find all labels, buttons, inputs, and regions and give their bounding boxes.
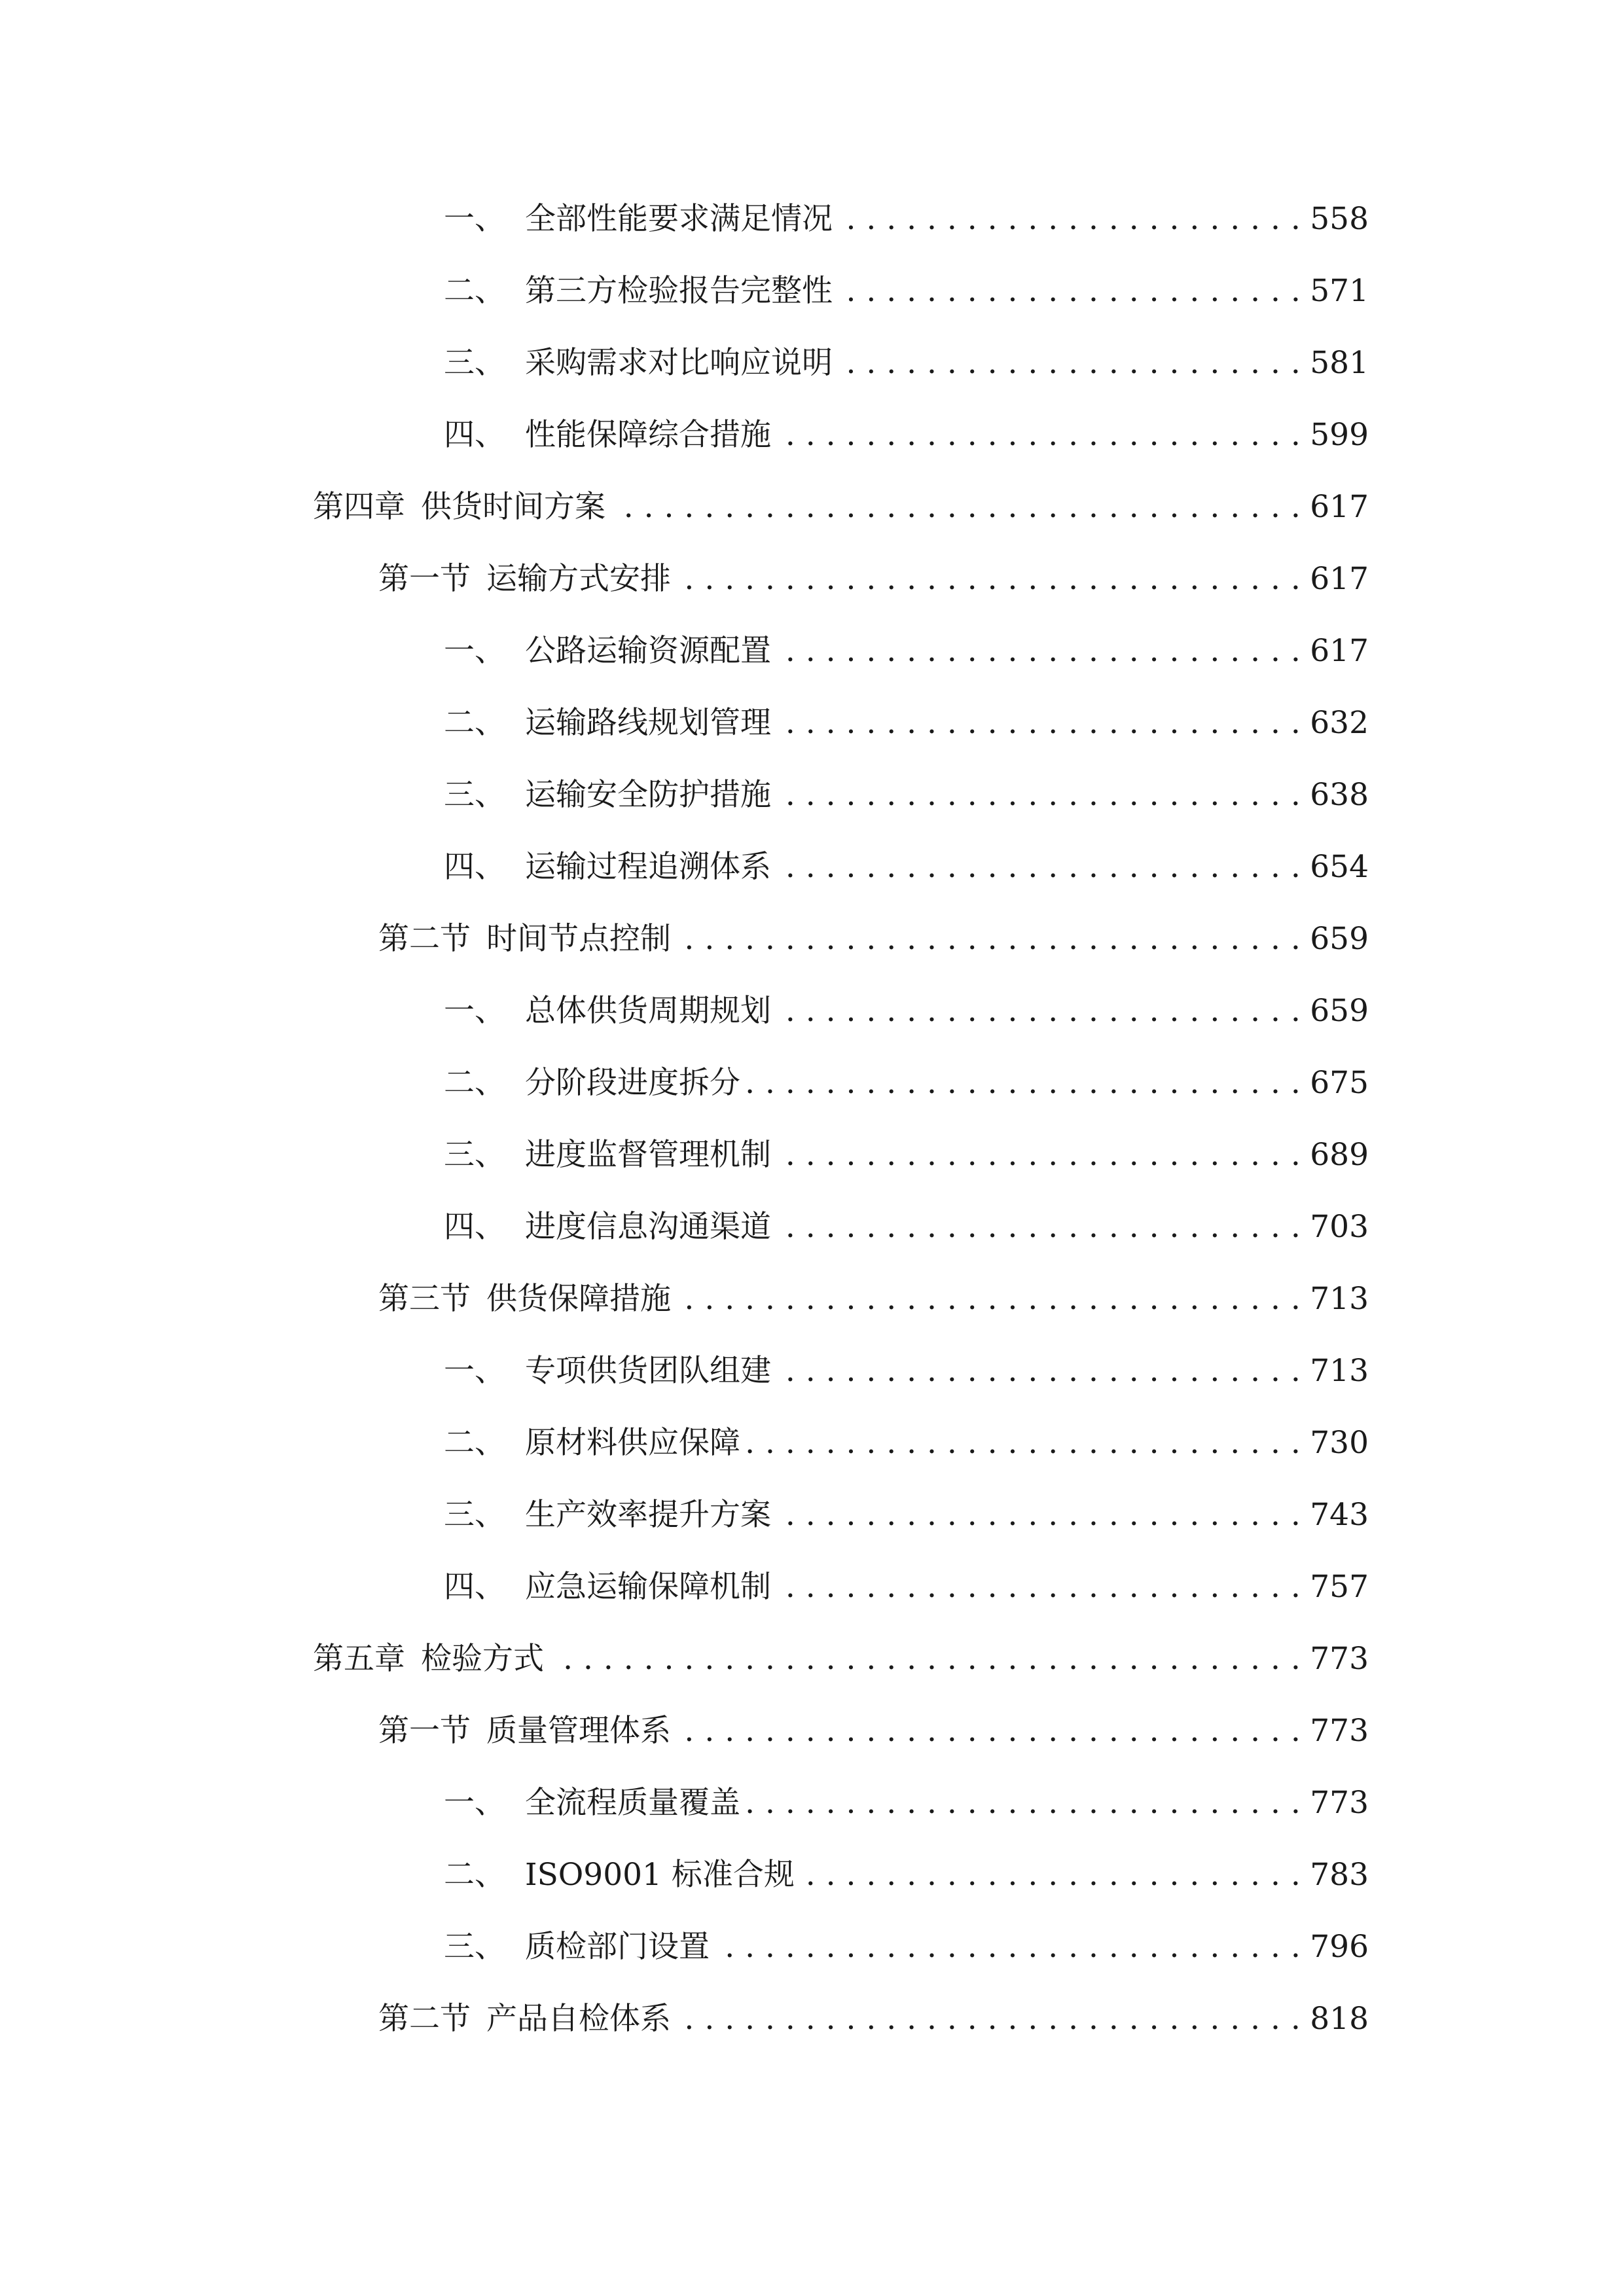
entry-number: 第一节 bbox=[378, 1713, 471, 1749]
toc-entry[interactable] bbox=[444, 700, 1369, 746]
toc-entry[interactable] bbox=[444, 1924, 1369, 1970]
entry-number: 三、 bbox=[444, 1929, 505, 1965]
entry-page-number: 730 bbox=[1310, 1425, 1369, 1461]
toc-entry[interactable] bbox=[444, 772, 1369, 818]
dot-leader bbox=[612, 484, 1301, 530]
entry-title: 第三方检验报告完整性 bbox=[525, 273, 833, 309]
entry-page-number: 617 bbox=[1310, 633, 1369, 669]
toc-entry[interactable] bbox=[444, 340, 1369, 386]
entry-page-number: 659 bbox=[1310, 921, 1369, 957]
entry-title: 运输方式安排 bbox=[486, 561, 671, 597]
toc-entry[interactable] bbox=[444, 628, 1369, 674]
dot-leader bbox=[778, 700, 1301, 746]
toc-entry[interactable] bbox=[444, 1492, 1369, 1538]
entry-page-number: 796 bbox=[1310, 1929, 1369, 1965]
entry-number: 二、 bbox=[444, 273, 505, 309]
entry-title: 质量管理体系 bbox=[486, 1713, 671, 1749]
entry-page-number: 571 bbox=[1310, 273, 1369, 309]
dot-leader bbox=[778, 772, 1301, 818]
toc-entry[interactable] bbox=[444, 1132, 1369, 1178]
dot-leader bbox=[677, 1996, 1301, 2042]
entry-number: 三、 bbox=[444, 1497, 505, 1533]
entry-title: 应急运输保障机制 bbox=[525, 1569, 771, 1605]
dot-leader bbox=[550, 1636, 1301, 1682]
dot-leader bbox=[778, 1564, 1301, 1610]
dot-leader bbox=[677, 1708, 1301, 1754]
dot-leader bbox=[778, 1204, 1301, 1250]
entry-title: 原材料供应保障 bbox=[525, 1425, 740, 1461]
dot-leader bbox=[677, 1276, 1301, 1322]
entry-title: 采购需求对比响应说明 bbox=[525, 345, 833, 381]
entry-number: 第二节 bbox=[378, 921, 471, 957]
entry-page-number: 654 bbox=[1310, 849, 1369, 885]
toc-entry-section[interactable] bbox=[378, 916, 1369, 962]
entry-page-number: 713 bbox=[1310, 1353, 1369, 1389]
toc-entry[interactable] bbox=[444, 988, 1369, 1034]
dot-leader bbox=[677, 916, 1301, 962]
toc-entry[interactable] bbox=[444, 1564, 1369, 1610]
entry-title: 生产效率提升方案 bbox=[525, 1497, 771, 1533]
entry-title: 公路运输资源配置 bbox=[525, 633, 771, 669]
dot-leader bbox=[778, 1348, 1301, 1394]
entry-title: 供货时间方案 bbox=[421, 489, 605, 525]
entry-title: 全流程质量覆盖 bbox=[525, 1785, 740, 1821]
entry-page-number: 713 bbox=[1310, 1281, 1369, 1317]
entry-number: 四、 bbox=[444, 1569, 505, 1605]
entry-title: ISO9001 标准合规 bbox=[525, 1857, 795, 1893]
entry-title: 分阶段进度拆分 bbox=[525, 1065, 740, 1101]
entry-number: 三、 bbox=[444, 1137, 505, 1173]
toc-entry[interactable] bbox=[444, 1852, 1369, 1898]
entry-page-number: 675 bbox=[1310, 1065, 1369, 1101]
entry-page-number: 773 bbox=[1310, 1785, 1369, 1821]
entry-title: 专项供货团队组建 bbox=[525, 1353, 771, 1389]
toc-entry[interactable] bbox=[444, 844, 1369, 890]
entry-title: 运输安全防护措施 bbox=[525, 777, 771, 813]
dot-leader bbox=[839, 196, 1301, 242]
entry-title: 全部性能要求满足情况 bbox=[525, 201, 833, 237]
entry-number: 二、 bbox=[444, 705, 505, 741]
entry-page-number: 703 bbox=[1310, 1209, 1369, 1245]
dot-leader bbox=[747, 1420, 1301, 1466]
entry-number: 第四章 bbox=[313, 489, 405, 525]
entry-number: 三、 bbox=[444, 777, 505, 813]
dot-leader bbox=[839, 340, 1301, 386]
dot-leader bbox=[677, 556, 1301, 602]
entry-title: 进度监督管理机制 bbox=[525, 1137, 771, 1173]
dot-leader bbox=[778, 844, 1301, 890]
toc-entry-chapter[interactable] bbox=[313, 484, 1369, 530]
toc-entry-section[interactable] bbox=[378, 556, 1369, 602]
dot-leader bbox=[778, 628, 1301, 674]
toc-entry-chapter[interactable] bbox=[313, 1636, 1369, 1682]
dot-leader bbox=[801, 1852, 1301, 1898]
entry-page-number: 581 bbox=[1310, 345, 1369, 381]
entry-title: 性能保障综合措施 bbox=[525, 417, 771, 453]
entry-title: 时间节点控制 bbox=[486, 921, 671, 957]
toc-entry-section[interactable] bbox=[378, 1996, 1369, 2042]
entry-page-number: 617 bbox=[1310, 489, 1369, 525]
entry-title: 进度信息沟通渠道 bbox=[525, 1209, 771, 1245]
dot-leader bbox=[747, 1780, 1301, 1826]
entry-number: 一、 bbox=[444, 633, 505, 669]
entry-title: 质检部门设置 bbox=[525, 1929, 710, 1965]
dot-leader bbox=[778, 988, 1301, 1034]
entry-number: 一、 bbox=[444, 993, 505, 1029]
entry-number: 第一节 bbox=[378, 561, 471, 597]
entry-number: 第二节 bbox=[378, 2001, 471, 2037]
entry-page-number: 743 bbox=[1310, 1497, 1369, 1533]
toc-entry[interactable] bbox=[444, 196, 1369, 242]
entry-number: 第三节 bbox=[378, 1281, 471, 1317]
toc-entry-section[interactable] bbox=[378, 1276, 1369, 1322]
toc-entry[interactable] bbox=[444, 1780, 1369, 1826]
entry-number: 三、 bbox=[444, 345, 505, 381]
entry-page-number: 818 bbox=[1310, 2001, 1369, 2037]
entry-title: 供货保障措施 bbox=[486, 1281, 671, 1317]
dot-leader bbox=[778, 1132, 1301, 1178]
entry-title: 检验方式 bbox=[421, 1641, 544, 1677]
toc-entry-section[interactable] bbox=[378, 1708, 1369, 1754]
dot-leader bbox=[839, 268, 1301, 314]
entry-number: 一、 bbox=[444, 201, 505, 237]
toc-entry[interactable] bbox=[444, 1348, 1369, 1394]
entry-page-number: 783 bbox=[1310, 1857, 1369, 1893]
toc-entry[interactable] bbox=[444, 412, 1369, 458]
toc-entry[interactable] bbox=[444, 1420, 1369, 1466]
dot-leader bbox=[747, 1060, 1301, 1106]
entry-number: 四、 bbox=[444, 417, 505, 453]
entry-number: 第五章 bbox=[313, 1641, 405, 1677]
entry-number: 二、 bbox=[444, 1425, 505, 1461]
entry-number: 一、 bbox=[444, 1785, 505, 1821]
entry-number: 四、 bbox=[444, 1209, 505, 1245]
entry-number: 二、 bbox=[444, 1857, 505, 1893]
entry-page-number: 773 bbox=[1310, 1641, 1369, 1677]
entry-page-number: 558 bbox=[1310, 201, 1369, 237]
entry-title: 总体供货周期规划 bbox=[525, 993, 771, 1029]
toc-entry[interactable] bbox=[444, 1060, 1369, 1106]
entry-page-number: 757 bbox=[1310, 1569, 1369, 1605]
entry-number: 一、 bbox=[444, 1353, 505, 1389]
entry-page-number: 599 bbox=[1310, 417, 1369, 453]
entry-page-number: 632 bbox=[1310, 705, 1369, 741]
dot-leader bbox=[716, 1924, 1301, 1970]
entry-number: 二、 bbox=[444, 1065, 505, 1101]
entry-page-number: 659 bbox=[1310, 993, 1369, 1029]
entry-page-number: 689 bbox=[1310, 1137, 1369, 1173]
entry-title: 产品自检体系 bbox=[486, 2001, 671, 2037]
entry-page-number: 617 bbox=[1310, 561, 1369, 597]
dot-leader bbox=[778, 412, 1301, 458]
dot-leader bbox=[778, 1492, 1301, 1538]
entry-page-number: 638 bbox=[1310, 777, 1369, 813]
entry-number: 四、 bbox=[444, 849, 505, 885]
toc-entry[interactable] bbox=[444, 268, 1369, 314]
entry-title: 运输路线规划管理 bbox=[525, 705, 771, 741]
entry-page-number: 773 bbox=[1310, 1713, 1369, 1749]
entry-title: 运输过程追溯体系 bbox=[525, 849, 771, 885]
toc-entry[interactable] bbox=[444, 1204, 1369, 1250]
